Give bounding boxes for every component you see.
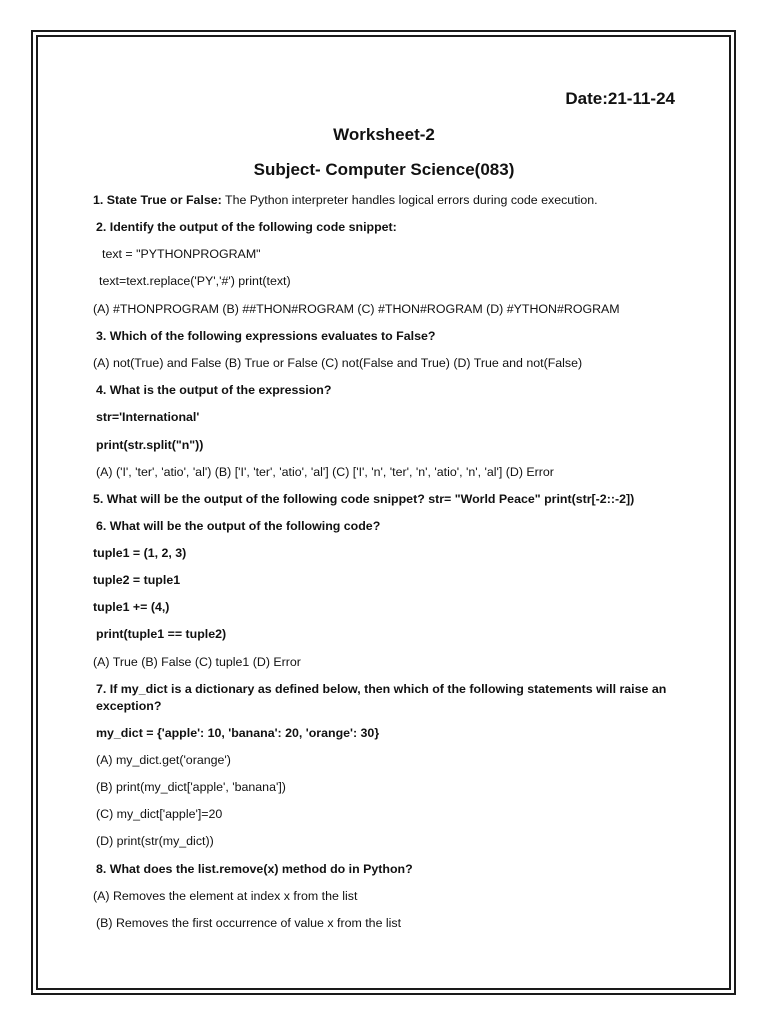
question-8-option-a: (A) Removes the element at index x from the list: [93, 889, 358, 903]
date: Date:21-11-24: [565, 89, 675, 108]
question-8: 8. What does the list.remove(x) method do in Python?: [96, 862, 413, 876]
question-6-code-1: tuple1 = (1, 2, 3): [93, 546, 187, 560]
question-3: 3. Which of the following expressions evaluates to False?: [96, 329, 436, 343]
worksheet-title: Worksheet-2: [333, 125, 435, 144]
question-2-options: (A) #THONPROGRAM (B) ##THON#ROGRAM (C) #THON#ROGRAM (D) #YTHON#ROGRAM: [93, 302, 620, 316]
question-7-option-d: (D) print(str(my_dict)): [96, 834, 214, 848]
question-8-option-b: (B) Removes the first occurrence of value x from the list: [96, 916, 402, 930]
subject-title: Subject- Computer Science(083): [253, 160, 515, 179]
question-7: 7. If my_dict is a dictionary as defined below, then which of the following statements will raise an exception?: [96, 682, 667, 713]
question-4: 4. What is the output of the expression?: [96, 383, 332, 397]
question-4-options: (A) ('I', 'ter', 'atio', 'al') (B) ['I', 'ter', 'atio', 'al'] (C) ['I', 'n', 'ter', 'n', 'atio', 'n', 'al'] (D) Error: [96, 465, 554, 479]
question-2-code-2: text=text.replace('PY','#') print(text): [99, 274, 291, 288]
question-4-code-1: str='International': [96, 410, 200, 424]
question-6-options: (A) True (B) False (C) tuple1 (D) Error: [93, 655, 301, 669]
question-6: 6. What will be the output of the following code?: [96, 519, 381, 533]
question-7-option-a: (A) my_dict.get('orange'): [96, 753, 231, 767]
question-1: [93, 192, 680, 209]
question-7-option-b: (B) print(my_dict['apple', 'banana']): [96, 780, 286, 794]
question-1-text: The Python interpreter handles logical errors during code execution.: [221, 193, 598, 207]
question-2: 2. Identify the output of the following code snippet:: [96, 220, 397, 234]
question-5: 5. What will be the output of the following code snippet? str= "World Peace" print(str[-2::-2]): [93, 492, 635, 506]
question-7-code-1: my_dict = {'apple': 10, 'banana': 20, 'orange': 30}: [96, 726, 380, 740]
question-7-option-c: (C) my_dict['apple']=20: [96, 807, 223, 821]
question-6-code-3: tuple1 += (4,): [93, 600, 170, 614]
question-6-code-2: tuple2 = tuple1: [93, 573, 181, 587]
question-1-label: 1. State True or False:: [93, 193, 222, 207]
question-2-code-1: text = "PYTHONPROGRAM": [102, 247, 261, 261]
question-4-code-2: print(str.split("n")): [96, 438, 204, 452]
question-3-options: (A) not(True) and False (B) True or False (C) not(False and True) (D) True and not(False): [93, 356, 583, 370]
question-6-code-4: print(tuple1 == tuple2): [96, 627, 227, 641]
